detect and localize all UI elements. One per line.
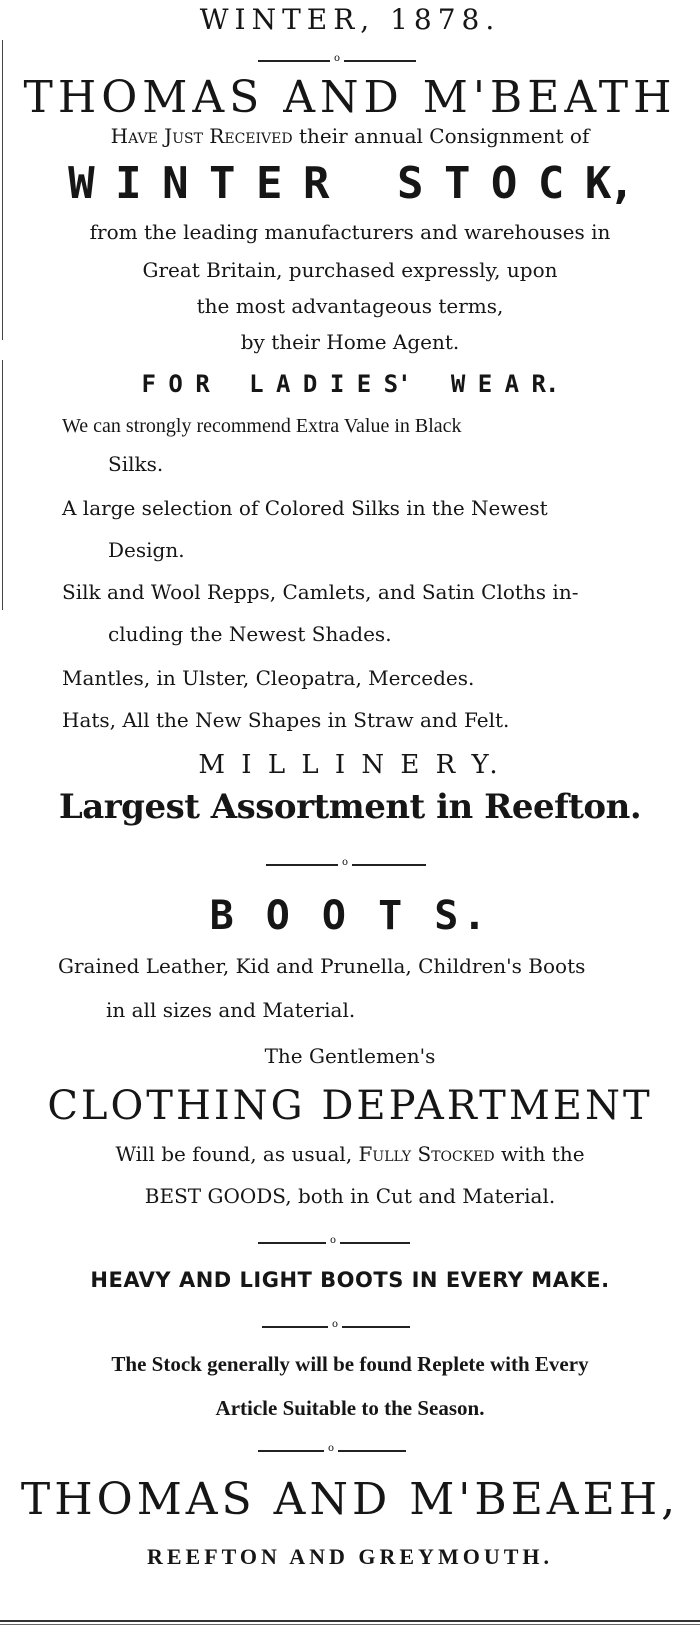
largest-assortment: Largest Assortment in Reefton.	[58, 787, 642, 827]
received-line	[0, 126, 700, 146]
item-colored-silks-line-2: Design.	[108, 538, 185, 562]
left-margin-line-lower	[2, 360, 3, 610]
stock-general-line-2: Article Suitable to the Season.	[215, 1396, 485, 1420]
will-be-text-3: with the	[501, 1142, 585, 1166]
intro-line-4: by their Home Agent.	[240, 330, 460, 354]
divider-4: o	[262, 1324, 410, 1330]
received-rest: their annual Consignment of	[298, 124, 590, 148]
winter-stock-heading: W I N T E R S T O C K,	[68, 158, 632, 209]
divider-5: o	[258, 1448, 406, 1454]
firm-name-bottom: THOMAS AND M'BEAEH,	[20, 1474, 680, 1525]
boots-text-line-1: Grained Leather, Kid and Prunella, Children's Boots	[58, 954, 586, 978]
boots-text-line-2: in all sizes and Material.	[106, 998, 356, 1022]
divider-2: o	[266, 862, 426, 868]
gentlemen-label: The Gentlemen's	[264, 1044, 436, 1068]
item-repps-line-1: Silk and Wool Repps, Camlets, and Satin Cloths in-	[62, 580, 579, 604]
season-heading: WINTER, 1878.	[199, 3, 501, 36]
item-black-silks-line-2: Silks.	[108, 452, 164, 476]
ladies-wear-heading: F O R L A D I E S' W E A R.	[141, 370, 559, 398]
locations: REEFTON AND GREYMOUTH.	[146, 1544, 553, 1569]
divider-3: o	[258, 1240, 410, 1246]
bottom-border	[0, 1620, 700, 1622]
millinery-heading: M I L L I N E R Y.	[198, 750, 502, 780]
received-label: Have Just Received	[110, 124, 293, 148]
will-be-found-line	[0, 1144, 700, 1164]
item-mantles: Mantles, in Ulster, Cleopatra, Mercedes.	[62, 666, 475, 690]
item-colored-silks-line-1: A large selection of Colored Silks in the Newest	[62, 496, 548, 520]
intro-line-2: Great Britain, purchased expressly, upon	[142, 258, 558, 282]
best-goods-line: BEST GOODS, both in Cut and Material.	[144, 1184, 556, 1208]
item-black-silks-line-1: We can strongly recommend Extra Value in Black	[62, 415, 462, 437]
will-be-text-1: Will be found, as usual,	[115, 1142, 353, 1166]
clothing-department-heading: CLOTHING DEPARTMENT	[47, 1083, 653, 1129]
intro-line-3: the most advantageous terms,	[196, 294, 504, 318]
item-hats: Hats, All the New Shapes in Straw and Felt.	[62, 708, 510, 732]
heavy-light-boots: HEAVY AND LIGHT BOOTS IN EVERY MAKE.	[90, 1268, 610, 1292]
bottom-border-inner	[0, 1624, 700, 1625]
divider-1: o	[258, 58, 416, 64]
stock-general-line-1: The Stock generally will be found Replete with Every	[111, 1352, 589, 1376]
item-repps-line-2: cluding the Newest Shades.	[108, 622, 392, 646]
intro-line-1: from the leading manufacturers and warehouses in	[89, 220, 611, 244]
firm-name-top: THOMAS AND M'BEATH	[23, 72, 677, 123]
fully-stocked-text: Fully Stocked	[358, 1142, 495, 1166]
boots-heading: B O O T S.	[209, 893, 491, 939]
